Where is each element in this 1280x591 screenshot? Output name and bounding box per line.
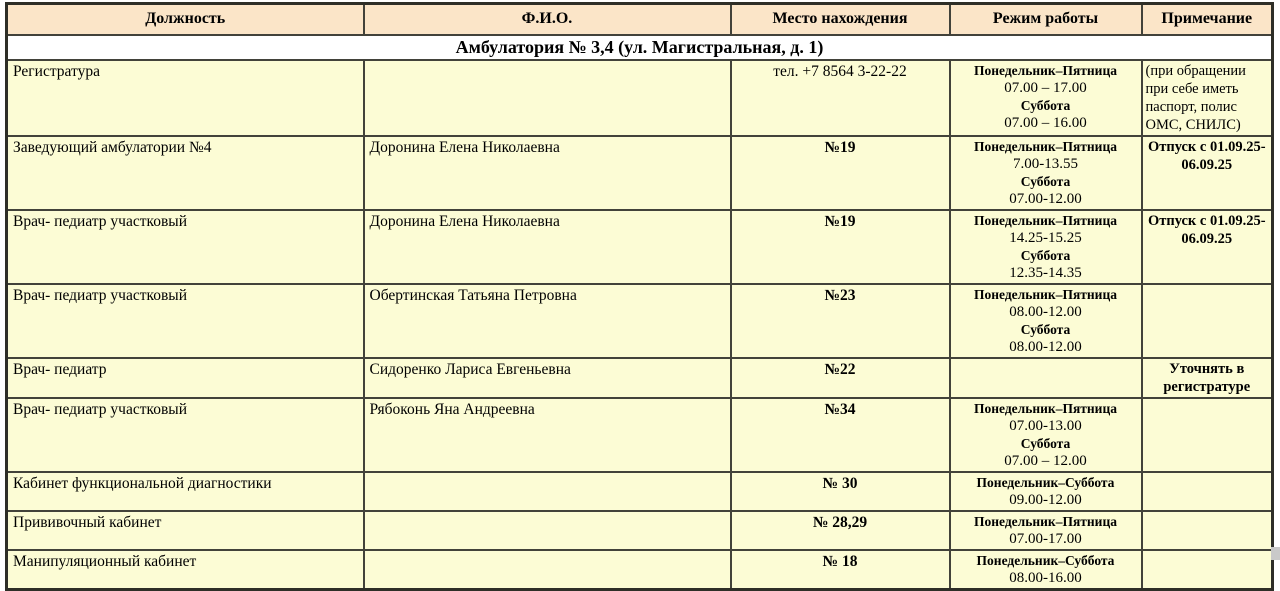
schedule-time: 08.00-16.00	[1009, 570, 1082, 586]
schedule-days: Понедельник–Суббота	[976, 553, 1115, 568]
schedule-time: 14.25-15.25	[1009, 230, 1082, 246]
fio-cell	[364, 550, 731, 590]
schedule-cell	[950, 60, 1142, 136]
fio-cell: Обертинская Татьяна Петровна	[364, 284, 731, 358]
position-cell: Регистратура	[7, 60, 364, 136]
schedule-days: Понедельник–Пятница	[974, 287, 1117, 302]
table-row	[7, 358, 1273, 398]
note-cell	[1142, 284, 1273, 358]
schedule-days: Суббота	[1020, 174, 1071, 189]
schedule-days: Понедельник–Пятница	[974, 63, 1117, 78]
schedule-cell	[950, 472, 1142, 511]
col-header-fio: Ф.И.О.	[364, 4, 731, 36]
position-cell: Кабинет функциональной диагностики	[7, 472, 364, 511]
scrollbar-corner	[1271, 547, 1280, 560]
location-cell: тел. +7 8564 3-22-22	[731, 60, 950, 136]
fio-cell: Рябоконь Яна Андреевна	[364, 398, 731, 472]
schedule-days: Понедельник–Пятница	[974, 139, 1117, 154]
schedule-time: 07.00 – 17.00	[1004, 80, 1087, 96]
schedule-days: Суббота	[1020, 436, 1071, 451]
table-row	[7, 60, 1273, 136]
note-cell: Отпуск с 01.09.25-06.09.25	[1142, 210, 1273, 284]
location-cell: №23	[731, 284, 950, 358]
fio-cell: Сидоренко Лариса Евгеньевна	[364, 358, 731, 398]
clinic-schedule-table	[5, 2, 1274, 591]
location-cell: №19	[731, 210, 950, 284]
schedule-time: 08.00-12.00	[1009, 339, 1082, 355]
schedule-cell	[950, 210, 1142, 284]
section-title: Амбулатория № 3,4 (ул. Магистральная, д. 1)	[7, 35, 1273, 60]
schedule-time: 07.00 – 16.00	[1004, 115, 1087, 131]
schedule-cell	[950, 511, 1142, 550]
table-row	[7, 472, 1273, 511]
location-cell: № 18	[731, 550, 950, 590]
fio-cell	[364, 472, 731, 511]
schedule-cell	[950, 284, 1142, 358]
position-cell: Заведующий амбулатории №4	[7, 136, 364, 210]
position-cell: Прививочный кабинет	[7, 511, 364, 550]
col-header-schedule: Режим работы	[950, 4, 1142, 36]
schedule-days: Понедельник–Пятница	[974, 401, 1117, 416]
col-header-position: Должность	[7, 4, 364, 36]
schedule-time: 07.00-12.00	[1009, 191, 1082, 207]
fio-cell	[364, 511, 731, 550]
schedule-cell	[950, 550, 1142, 590]
location-cell: № 28,29	[731, 511, 950, 550]
col-header-location: Место нахождения	[731, 4, 950, 36]
schedule-days: Понедельник–Пятница	[974, 213, 1117, 228]
fio-cell	[364, 60, 731, 136]
note-cell	[1142, 472, 1273, 511]
header-row	[7, 4, 1273, 36]
note-cell	[1142, 398, 1273, 472]
position-cell: Врач- педиатр	[7, 358, 364, 398]
schedule-days: Суббота	[1020, 322, 1071, 337]
schedule-time: 09.00-12.00	[1009, 492, 1082, 508]
position-cell: Манипуляционный кабинет	[7, 550, 364, 590]
note-cell	[1142, 550, 1273, 590]
schedule-days: Суббота	[1020, 248, 1071, 263]
schedule-time: 08.00-12.00	[1009, 304, 1082, 320]
schedule-time: 07.00-13.00	[1009, 418, 1082, 434]
location-cell: №22	[731, 358, 950, 398]
schedule-time: 7.00-13.55	[1013, 156, 1078, 172]
location-cell: № 30	[731, 472, 950, 511]
col-header-note: Примечание	[1142, 4, 1273, 36]
table-row	[7, 398, 1273, 472]
schedule-days: Суббота	[1020, 98, 1071, 113]
schedule-cell	[950, 136, 1142, 210]
schedule-days: Понедельник–Суббота	[976, 475, 1115, 490]
table-row	[7, 511, 1273, 550]
note-cell: (при обращении при себе иметь паспорт, полис ОМС, СНИЛС)	[1142, 60, 1273, 136]
note-cell	[1142, 511, 1273, 550]
table-row	[7, 550, 1273, 590]
table-row	[7, 136, 1273, 210]
location-cell: №34	[731, 398, 950, 472]
table-row	[7, 284, 1273, 358]
schedule-cell	[950, 398, 1142, 472]
note-cell: Отпуск с 01.09.25-06.09.25	[1142, 136, 1273, 210]
position-cell: Врач- педиатр участковый	[7, 284, 364, 358]
schedule-cell	[950, 358, 1142, 398]
position-cell: Врач- педиатр участковый	[7, 398, 364, 472]
schedule-time: 12.35-14.35	[1009, 265, 1082, 281]
location-cell: №19	[731, 136, 950, 210]
fio-cell: Доронина Елена Николаевна	[364, 136, 731, 210]
schedule-time: 07.00-17.00	[1009, 531, 1082, 547]
schedule-time: 07.00 – 12.00	[1004, 453, 1087, 469]
table-row	[7, 210, 1273, 284]
fio-cell: Доронина Елена Николаевна	[364, 210, 731, 284]
note-cell: Уточнять в регистратуре	[1142, 358, 1273, 398]
schedule-days: Понедельник–Пятница	[974, 514, 1117, 529]
section-row	[7, 35, 1273, 60]
position-cell: Врач- педиатр участковый	[7, 210, 364, 284]
